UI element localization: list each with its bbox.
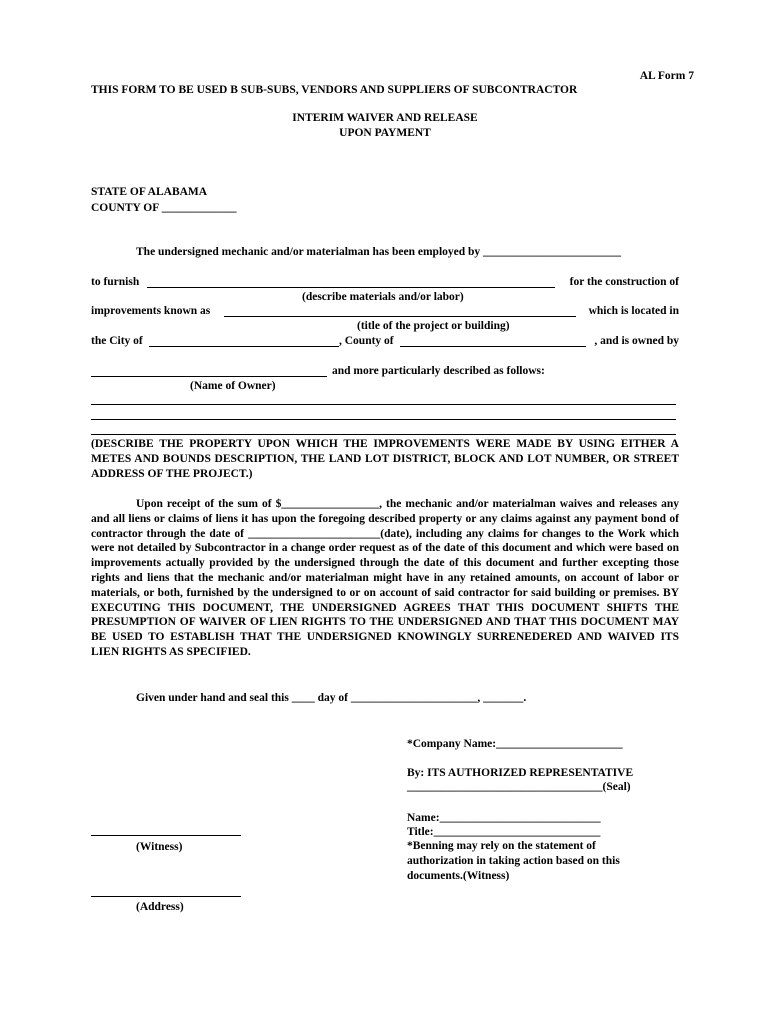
benning-note-line-2: authorization in taking action based on this bbox=[407, 855, 620, 867]
seal-field[interactable]: __________________________________(Seal) bbox=[407, 781, 631, 793]
waiver-paragraph: Upon receipt of the sum of $_________________, the mechanic and/or materialman waives and releases any and all liens or claims of liens it has upon the foregoing described property or any claims against any payment bond of contractor through the date of _______________________(date), including any claims for changes to the Work which were not detailed by Subcontractor in a change order request as of the date of this document and which were based on improvements actually provided by the undersigned through the date of this document and further excepting those rights and liens that the mechanic and/or materialman might have in any retained amounts, on account of labor or materials, or both, furnished by the undersigned to or on account of said contractor for said building or premises. BY EXECUTING THIS DOCUMENT, THE UNDERSIGNED AGREES THAT THIS DOCUMENT SHIFTS THE PRESUMPTION OF WAIVER OF LIEN RIGHTS TO THE UNDERSIGNED AND THAT THIS DOCUMENT MAY BE USED TO ESTABLISH THAT THE UNDERSIGNED KNOWINGLY SURRENEDERED AND WAIVED ITS LIEN RIGHTS AS SPECIFIED. bbox=[91, 498, 679, 658]
description-line-2[interactable] bbox=[91, 419, 676, 420]
owner-caption: (Name of Owner) bbox=[190, 380, 276, 392]
county-of-label: , County of bbox=[339, 335, 394, 347]
witness-caption: (Witness) bbox=[136, 841, 183, 853]
furnish-field[interactable] bbox=[147, 287, 555, 288]
title-line-1: INTERIM WAIVER AND RELEASE bbox=[292, 112, 478, 124]
owned-by-label: , and is owned by bbox=[594, 335, 679, 347]
address-caption: (Address) bbox=[136, 901, 184, 913]
located-label: which is located in bbox=[588, 305, 679, 317]
county-label: COUNTY OF _____________ bbox=[91, 202, 237, 214]
city-field[interactable] bbox=[149, 346, 339, 347]
improvements-field[interactable] bbox=[224, 316, 576, 317]
header-line: THIS FORM TO BE USED B SUB-SUBS, VENDORS AND SUPPLIERS OF SUBCONTRACTOR bbox=[91, 84, 578, 96]
authorized-rep-label: By: ITS AUTHORIZED REPRESENTATIVE bbox=[407, 767, 634, 779]
employed-by-line: The undersigned mechanic and/or materialman has been employed by ________________________ bbox=[136, 246, 622, 258]
state-label: STATE OF ALABAMA bbox=[91, 186, 208, 198]
improvements-caption: (title of the project or building) bbox=[357, 320, 510, 332]
owner-field[interactable] bbox=[91, 376, 327, 377]
benning-note-line-3: documents.(Witness) bbox=[407, 870, 510, 882]
name-field[interactable]: Name:____________________________ bbox=[407, 812, 601, 824]
description-line-1[interactable] bbox=[91, 404, 676, 405]
county-field[interactable] bbox=[400, 346, 586, 347]
property-description-note: (DESCRIBE THE PROPERTY UPON WHICH THE IMPROVEMENTS WERE MADE BY USING EITHER A METES AND BOUNDS DESCRIPTION, THE LAND LOT DISTRICT, BLOCK AND LOT NUMBER, OR STREET ADDRESS OF THE PROJECT.) bbox=[91, 438, 679, 480]
description-line-3[interactable] bbox=[91, 434, 676, 435]
company-name-field[interactable]: *Company Name:______________________ bbox=[407, 738, 623, 750]
benning-note-line-1: *Benning may rely on the statement of bbox=[407, 840, 596, 852]
title-line-2: UPON PAYMENT bbox=[339, 127, 431, 139]
described-label: and more particularly described as follows: bbox=[332, 365, 545, 377]
furnish-label: to furnish bbox=[91, 276, 140, 288]
furnish-caption: (describe materials and/or labor) bbox=[302, 291, 464, 303]
form-id: AL Form 7 bbox=[639, 70, 694, 82]
title-field[interactable]: Title:_____________________________ bbox=[407, 826, 601, 838]
construction-label: for the construction of bbox=[569, 276, 679, 288]
improvements-label: improvements known as bbox=[91, 305, 211, 317]
city-label: the City of bbox=[91, 335, 143, 347]
witness-signature-line[interactable] bbox=[91, 835, 241, 836]
given-under-hand: Given under hand and seal this ____ day of ______________________, _______. bbox=[136, 692, 527, 704]
address-line[interactable] bbox=[91, 896, 241, 897]
